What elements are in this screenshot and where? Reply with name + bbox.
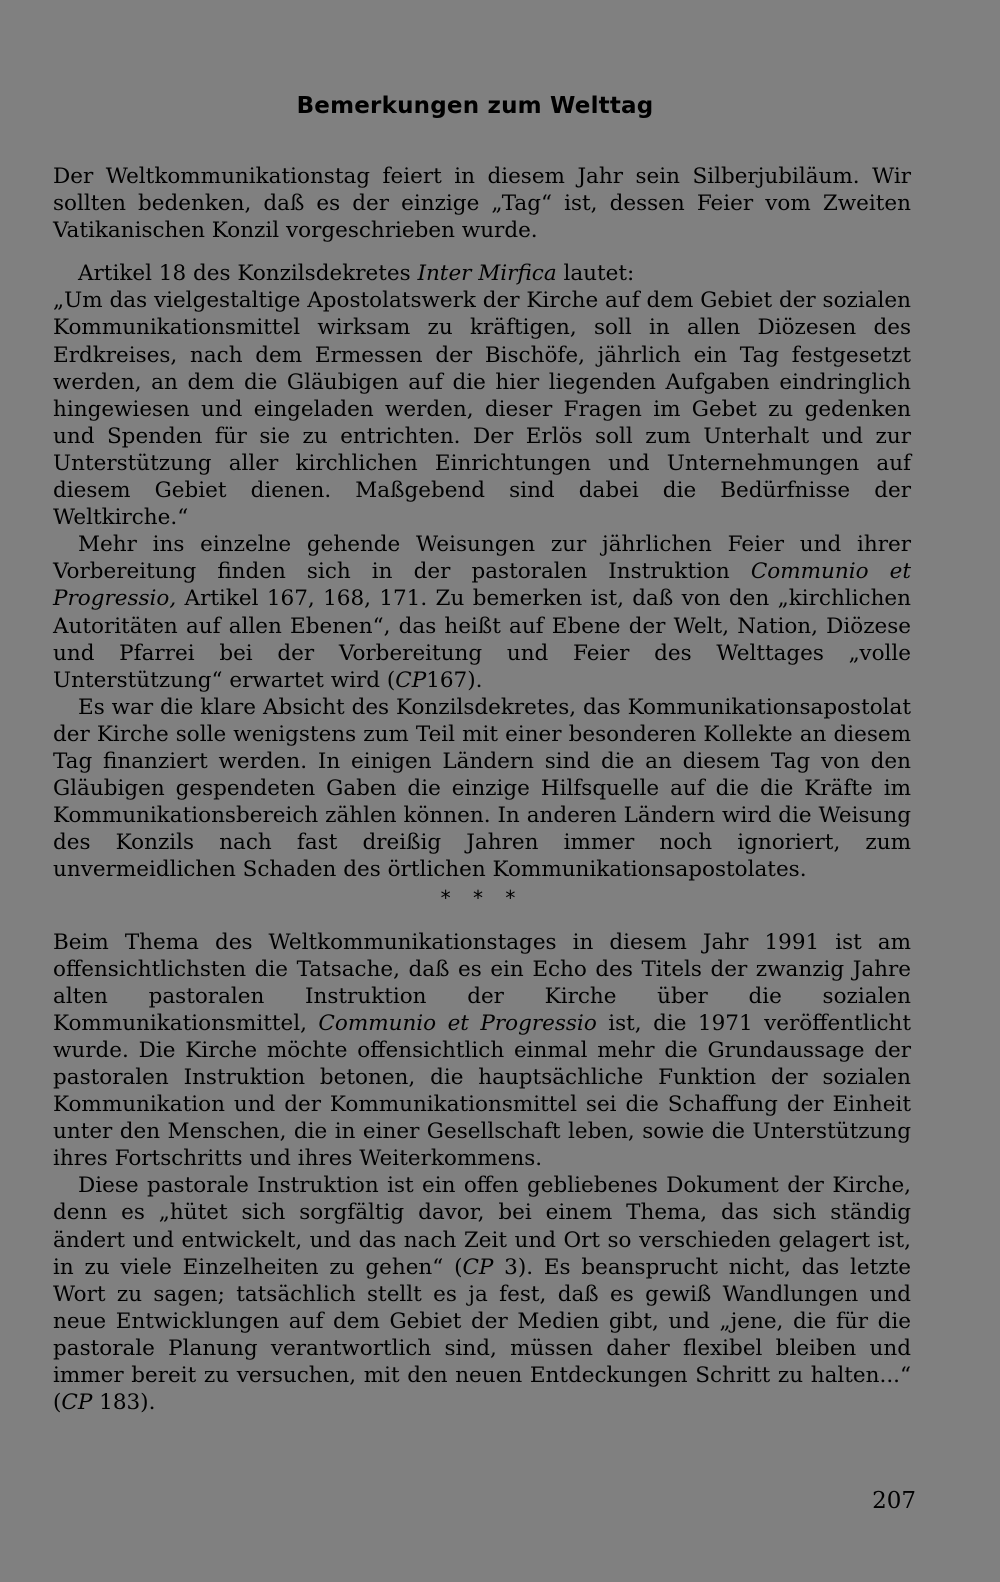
text-run: Mehr ins einzelne gehende Weisungen zur jährlichen Feier und ihrer Vorbereitung finden sich in der pastoralen Instruktion	[53, 532, 911, 585]
italic-text: CP	[61, 1390, 93, 1416]
italic-text: CP	[462, 1254, 494, 1280]
text-run: „Um das vielgestaltige Apostolatswerk der Kirche auf dem Gebiet der sozialen Kommunikationsmittel wirksam zu kräftigen, soll in allen Diözesen des Erdkreises, nach dem Ermessen der Bischöfe, jährlich ein Tag festgesetzt werden, an dem die Gläubigen auf die hier liegenden Aufgaben eindringlich hingewiesen und eingeladen werden, dieser Fragen im Gebet zu gedenken und Spenden für sie zu entrichten. Der Erlös soll zum Unterhalt und zur Unterstützung aller kirchlichen Einrichtungen und Unternehmungen auf diesem Gebiet dienen. Maßgebend sind dabei die Bedürfnisse der Weltkirche.“	[53, 288, 911, 531]
page-heading: Bemerkungen zum Welttag	[296, 93, 654, 119]
text-run: 3). Es beansprucht nicht, das letzte Wort zu sagen; tatsächlich stellt es ja fest, daß es gewiß Wandlungen und neue Entwicklungen auf dem Gebiet der Medien gibt, und „jene, die für die pastorale Planung verantwortlich sind, müssen daher flexibel bleiben und immer bereit zu versuchen, mit den neuen Entdeckungen Schritt zu halten...“ (	[53, 1254, 911, 1416]
text-run: Es war die klare Absicht des Konzilsdekretes, das Kommunikationsapostolat der Kirche solle wenigstens zum Teil mit einer besonderen Kollekte an diesem Tag finanziert werden. In einigen Ländern sind die an diesem Tag von den Gläubigen gespendeten Gaben die einzige Hilfsquelle auf die die Kräfte im Kommunikationsbereich zählen können. In anderen Ländern wird die Weisung des Konzils nach fast dreißig Jahren immer noch ignoriert, zum unvermeidlichen Schaden des örtlichen Kommunikationsapostolates.	[53, 694, 911, 883]
text-run: Beim Thema des Weltkommunikationstages in diesem Jahr 1991 ist am offensichtlichsten die Tatsache, daß es ein Echo des Titels der zwanzig Jahre alten pastoralen Instruktion der Kirche über die sozialen Kommunikationsmittel,	[53, 929, 911, 1036]
text-run: Artikel 18 des Konzilsdekretes	[78, 261, 418, 287]
paragraph	[53, 287, 911, 531]
italic-text: Communio et Progressio,	[53, 559, 911, 612]
paragraph	[53, 531, 911, 694]
text-run: lautet:	[556, 261, 635, 287]
text-run: Diese pastorale Instruktion ist ein offen gebliebenes Dokument der Kirche, denn es „hütet sich sorgfältig davor, bei einem Thema, das sich ständig ändert und entwickelt, und das nach Zeit und Ort so verschieden gelagert ist, in zu viele Einzelheiten zu gehen“ (	[53, 1173, 911, 1280]
paragraph	[53, 1172, 911, 1416]
text-run: Der Weltkommunikationstag feiert in diesem Jahr sein Silberjubiläum. Wir sollten bedenken, daß es der einzige „Tag“ ist, dessen Feier vom Zweiten Vatikanischen Konzil vorgeschrieben wurde.	[53, 164, 911, 244]
paragraph	[53, 929, 911, 1173]
paragraph	[53, 163, 911, 244]
page-number: 207	[872, 1488, 916, 1514]
italic-text: Inter Mirfica	[417, 261, 557, 287]
text-run: 183).	[92, 1390, 156, 1416]
text-run: ist, die 1971 veröffentlicht wurde. Die Kirche möchte offensichtlich einmal mehr die Grundaussage der pastoralen Instruktion betonen, die hauptsächliche Funktion der sozialen Kommunikation und der Kommunikationsmittel sei die Schaffung der Einheit unter den Menschen, die in einer Gesellschaft leben, sowie die Unterstützung ihres Fortschritts und ihres Weiterkommens.	[53, 1010, 911, 1172]
text-run: Artikel 167, 168, 171. Zu bemerken ist, daß von den „kirchlichen Autoritäten auf allen Ebenen“, das heißt auf Ebene der Welt, Nation, Diözese und Pfarrei bei der Vorbereitung und Feier des Welttages „volle Unterstützung“ erwartet wird (	[53, 586, 911, 693]
body-text	[53, 163, 911, 1416]
italic-text: CP	[395, 667, 427, 693]
section-separator: * * *	[440, 886, 524, 911]
text-run: 167).	[426, 667, 483, 693]
italic-text: Communio et Progressio	[318, 1010, 597, 1036]
paragraph	[53, 260, 911, 287]
paragraph	[53, 694, 911, 884]
